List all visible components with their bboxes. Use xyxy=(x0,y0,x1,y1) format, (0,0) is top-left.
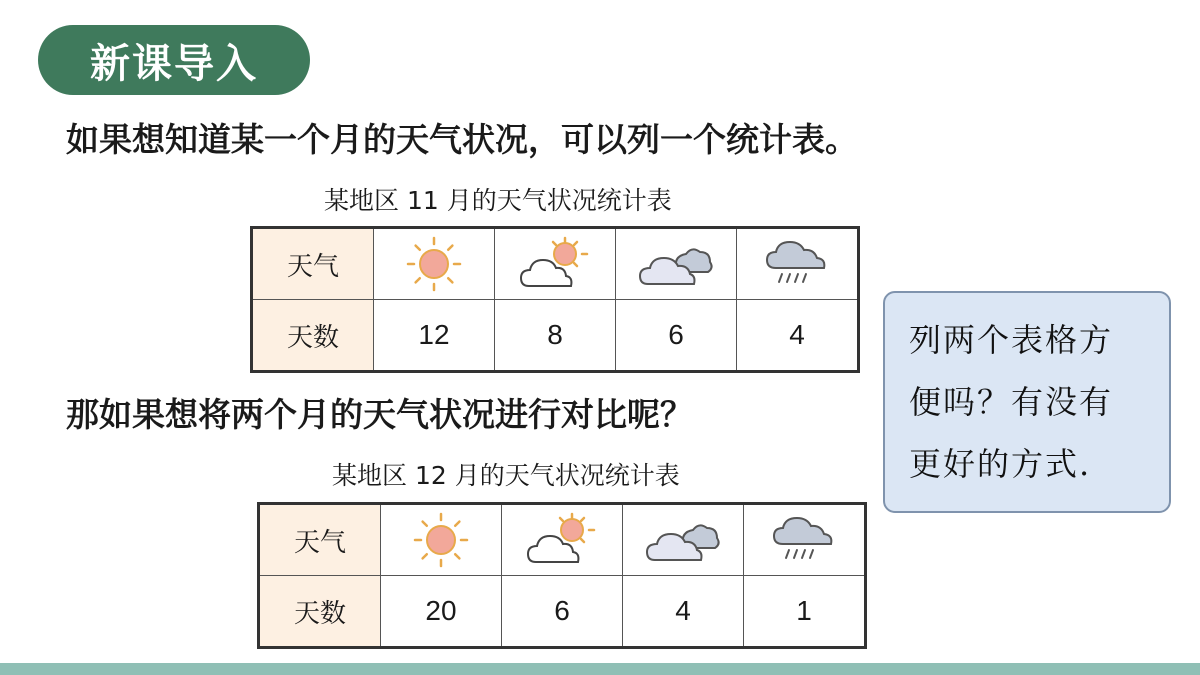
days-value: 20 xyxy=(381,576,502,648)
weather-cell xyxy=(502,504,623,576)
cloudy-icon xyxy=(636,232,716,296)
section-badge xyxy=(38,25,310,95)
days-value: 4 xyxy=(623,576,744,648)
weather-cell xyxy=(616,228,737,300)
table-caption-dec: 某地区 12 月的天气状况统计表 xyxy=(332,461,680,490)
bottom-bar xyxy=(0,663,1200,675)
rain-icon xyxy=(769,508,839,572)
days-header: 天数 xyxy=(252,300,374,372)
weather-header: 天气 xyxy=(259,504,381,576)
partly-cloudy-icon xyxy=(515,232,595,296)
sunny-icon xyxy=(402,232,466,296)
weather-cell xyxy=(495,228,616,300)
sunny-icon xyxy=(409,508,473,572)
question-text: 那如果想将两个月的天气状况进行对比呢？ xyxy=(66,395,693,434)
days-value: 6 xyxy=(502,576,623,648)
days-value: 12 xyxy=(374,300,495,372)
partly-cloudy-icon xyxy=(522,508,602,572)
days-row xyxy=(252,300,859,372)
weather-cell xyxy=(737,228,859,300)
weather-table-nov xyxy=(250,226,860,373)
weather-row xyxy=(259,504,866,576)
note-text: 列两个表格方便吗？有没有更好的方式. xyxy=(909,321,1114,483)
days-value: 6 xyxy=(616,300,737,372)
days-header: 天数 xyxy=(259,576,381,648)
weather-cell xyxy=(744,504,866,576)
days-value: 8 xyxy=(495,300,616,372)
weather-cell xyxy=(623,504,744,576)
section-title: 新课导入 xyxy=(90,40,258,87)
weather-cell xyxy=(374,228,495,300)
days-value: 1 xyxy=(744,576,866,648)
weather-cell xyxy=(381,504,502,576)
intro-text: 如果想知道某一个月的天气状况，可以列一个统计表。 xyxy=(66,120,858,159)
days-value: 4 xyxy=(737,300,859,372)
weather-header: 天气 xyxy=(252,228,374,300)
rain-icon xyxy=(762,232,832,296)
weather-table-dec xyxy=(257,502,867,649)
table-caption-nov: 某地区 11 月的天气状况统计表 xyxy=(324,186,672,215)
note-box xyxy=(883,291,1171,513)
weather-row xyxy=(252,228,859,300)
days-row xyxy=(259,576,866,648)
cloudy-icon xyxy=(643,508,723,572)
